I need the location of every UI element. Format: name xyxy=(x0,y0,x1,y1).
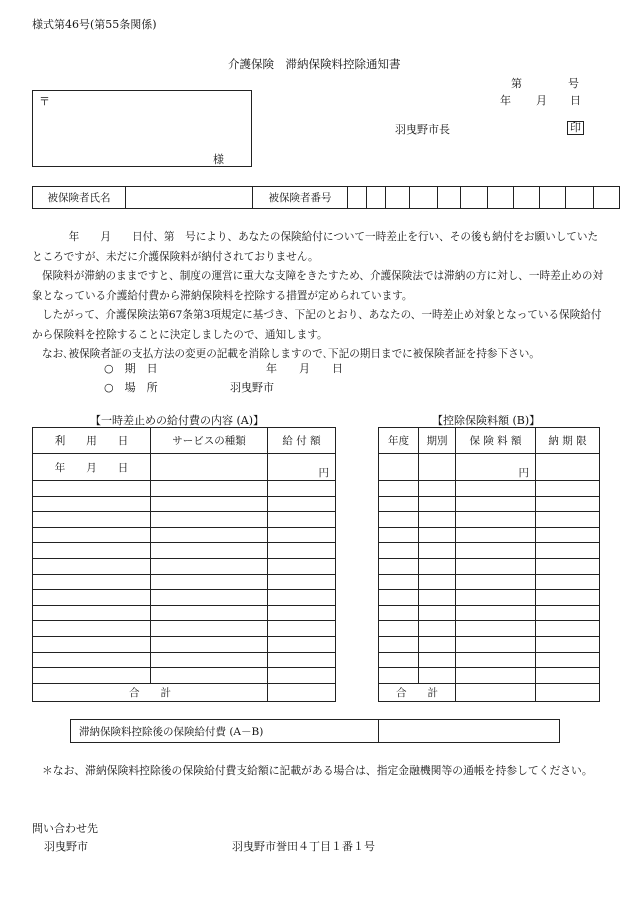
service-type-cell[interactable] xyxy=(151,558,268,574)
due-date-cell[interactable] xyxy=(536,496,600,512)
premium-amount-cell[interactable] xyxy=(456,621,536,637)
table-row xyxy=(379,636,600,652)
header-due-date: 納 期 限 xyxy=(536,428,600,454)
premium-amount-cell[interactable] xyxy=(456,496,536,512)
service-type-cell[interactable] xyxy=(151,574,268,590)
due-date-cell[interactable] xyxy=(536,527,600,543)
benefit-amount-cell[interactable] xyxy=(268,590,336,606)
usage-date-cell[interactable] xyxy=(33,621,151,637)
benefit-amount-cell[interactable] xyxy=(268,621,336,637)
issuer: 羽曳野市長 xyxy=(395,123,450,136)
table-b-caption: 【控除保険料額 (B)】 xyxy=(432,414,541,427)
table-row xyxy=(33,527,336,543)
due-date-cell[interactable] xyxy=(536,558,600,574)
period-cell[interactable] xyxy=(419,621,456,637)
benefit-amount-cell[interactable] xyxy=(268,496,336,512)
service-type-cell[interactable] xyxy=(151,668,268,684)
premium-amount-cell[interactable] xyxy=(456,481,536,497)
contact-label: 問い合わせ先 xyxy=(32,822,98,835)
usage-date-cell[interactable] xyxy=(33,543,151,559)
premium-amount-cell[interactable] xyxy=(456,512,536,528)
doc-number-prefix: 第 xyxy=(511,77,522,90)
premium-amount-cell[interactable] xyxy=(456,636,536,652)
benefit-amount-cell[interactable] xyxy=(268,652,336,668)
table-row xyxy=(379,481,600,497)
service-type-cell[interactable] xyxy=(151,590,268,606)
table-row xyxy=(33,605,336,621)
period-cell[interactable] xyxy=(419,652,456,668)
due-date-cell[interactable] xyxy=(536,621,600,637)
service-type-cell[interactable] xyxy=(151,512,268,528)
number-digit[interactable] xyxy=(367,187,386,209)
service-type-cell[interactable] xyxy=(151,481,268,497)
table-row xyxy=(33,590,336,606)
table-row xyxy=(33,512,336,528)
seal-mark: 印 xyxy=(567,121,584,135)
benefit-amount-cell[interactable] xyxy=(268,668,336,684)
after-deduction-table xyxy=(70,719,560,743)
table-row xyxy=(33,481,336,497)
table-row xyxy=(379,454,600,481)
total-row xyxy=(379,683,600,701)
header-service-type: サービスの種類 xyxy=(151,428,268,454)
total-label: 合 計 xyxy=(379,683,456,701)
fiscal-year-cell[interactable] xyxy=(379,527,419,543)
fiscal-year-cell[interactable] xyxy=(379,512,419,528)
table-row xyxy=(379,527,600,543)
number-digit[interactable] xyxy=(348,187,367,209)
fiscal-year-cell[interactable] xyxy=(379,605,419,621)
paragraph-1: 年 月 日付、第 号により、あなたの保険給付について一時差止を行い、その後も納付をお願いしていたところですが、未だに介護保険料が納付されておりません。 xyxy=(32,231,599,263)
period-cell[interactable] xyxy=(419,605,456,621)
premium-amount-cell[interactable] xyxy=(456,605,536,621)
due-date-cell[interactable] xyxy=(536,481,600,497)
table-a-caption: 【一時差止めの給付費の内容 (A)】 xyxy=(90,414,265,427)
header-fiscal-year: 年度 xyxy=(379,428,419,454)
service-type-cell[interactable] xyxy=(151,454,268,481)
fiscal-year-cell[interactable] xyxy=(379,496,419,512)
premium-amount-cell[interactable] xyxy=(456,543,536,559)
form-number: 様式第46号(第55条関係) xyxy=(32,18,157,31)
usage-date-cell[interactable] xyxy=(33,590,151,606)
table-row xyxy=(33,574,336,590)
table-row xyxy=(33,543,336,559)
after-deduction-label: 滞納保険料控除後の保険給付費 (A－B) xyxy=(71,720,379,743)
total-due-cell[interactable] xyxy=(536,683,600,701)
header-premium-amount: 保 険 料 額 xyxy=(456,428,536,454)
issue-date-day: 日 xyxy=(570,94,581,107)
usage-date-cell[interactable] xyxy=(33,652,151,668)
due-date-cell[interactable] xyxy=(536,512,600,528)
number-digit[interactable] xyxy=(386,187,410,209)
header-benefit-amount: 給 付 額 xyxy=(268,428,336,454)
premium-amount-cell[interactable] xyxy=(456,652,536,668)
table-row xyxy=(379,512,600,528)
usage-date-cell[interactable] xyxy=(33,574,151,590)
usage-date-cell[interactable] xyxy=(33,496,151,512)
service-type-cell[interactable] xyxy=(151,636,268,652)
after-deduction-field[interactable] xyxy=(379,720,560,743)
number-digit[interactable] xyxy=(410,187,438,209)
service-type-cell[interactable] xyxy=(151,621,268,637)
table-row xyxy=(379,652,600,668)
paragraph-2: 保険料が滞納のままですと、制度の運営に重大な支障をきたすため、介護保険法では滞納の方に対し、一時差止めの対象となっている介護給付費から滞納保険料を控除する措置が定められています。 xyxy=(32,270,604,302)
usage-date-cell[interactable]: 年 月 日 xyxy=(33,454,151,481)
service-type-cell[interactable] xyxy=(151,496,268,512)
fiscal-year-cell[interactable] xyxy=(379,668,419,684)
insured-info-table xyxy=(32,186,620,209)
usage-date-cell[interactable] xyxy=(33,527,151,543)
benefit-suspension-table xyxy=(32,427,336,702)
benefit-amount-cell[interactable] xyxy=(268,574,336,590)
benefit-amount-cell[interactable] xyxy=(268,543,336,559)
number-digit[interactable] xyxy=(566,187,594,209)
total-amount-cell[interactable] xyxy=(268,683,336,701)
number-digit[interactable] xyxy=(594,187,620,209)
table-row xyxy=(379,496,600,512)
premium-amount-cell[interactable] xyxy=(456,668,536,684)
period-cell[interactable] xyxy=(419,636,456,652)
benefit-amount-cell[interactable] xyxy=(268,527,336,543)
premium-amount-cell[interactable] xyxy=(456,590,536,606)
period-cell[interactable] xyxy=(419,574,456,590)
usage-date-cell[interactable] xyxy=(33,668,151,684)
table-row xyxy=(379,590,600,606)
contact-org: 羽曳野市 xyxy=(44,840,88,853)
table-row xyxy=(379,574,600,590)
number-digit[interactable] xyxy=(488,187,514,209)
period-cell[interactable] xyxy=(419,543,456,559)
fiscal-year-cell[interactable] xyxy=(379,636,419,652)
benefit-amount-cell[interactable] xyxy=(268,512,336,528)
due-date-cell[interactable] xyxy=(536,454,600,481)
issue-date-month: 月 xyxy=(536,94,547,107)
usage-date-cell[interactable] xyxy=(33,636,151,652)
due-date-cell[interactable] xyxy=(536,652,600,668)
due-date-cell[interactable] xyxy=(536,636,600,652)
usage-date-cell[interactable] xyxy=(33,605,151,621)
table-row xyxy=(379,558,600,574)
paragraph-3: したがって、介護保険法第67条第3項規定に基づき、下記のとおり、あなたの、一時差止め対象となっている保険給付から保険料を控除することに決定しましたので、通知します。 xyxy=(32,309,602,341)
benefit-amount-cell[interactable]: 円 xyxy=(268,454,336,481)
header-period: 期別 xyxy=(419,428,456,454)
table-row xyxy=(33,621,336,637)
period-cell[interactable] xyxy=(419,590,456,606)
total-label: 合 計 xyxy=(33,683,268,701)
number-digit[interactable] xyxy=(540,187,566,209)
due-date-cell[interactable] xyxy=(536,590,600,606)
insured-name-label: 被保険者氏名 xyxy=(33,187,126,209)
honorific: 様 xyxy=(213,153,224,166)
premium-amount-cell[interactable] xyxy=(456,574,536,590)
table-row xyxy=(379,621,600,637)
fiscal-year-cell[interactable] xyxy=(379,558,419,574)
period-cell[interactable] xyxy=(419,668,456,684)
address-box xyxy=(32,90,252,167)
usage-date-cell[interactable] xyxy=(33,512,151,528)
number-digit[interactable] xyxy=(438,187,461,209)
table-row xyxy=(33,454,336,481)
issue-date-year: 年 xyxy=(500,94,511,107)
table-row xyxy=(33,652,336,668)
total-premium-cell[interactable] xyxy=(456,683,536,701)
fiscal-year-cell[interactable] xyxy=(379,590,419,606)
due-date-cell[interactable] xyxy=(536,543,600,559)
benefit-amount-cell[interactable] xyxy=(268,481,336,497)
postal-mark: 〒 xyxy=(39,95,50,108)
period-cell[interactable] xyxy=(419,527,456,543)
number-digit[interactable] xyxy=(461,187,488,209)
premium-amount-cell[interactable]: 円 xyxy=(456,454,536,481)
fiscal-year-cell[interactable] xyxy=(379,652,419,668)
contact-address: 羽曳野市誉田４丁目１番１号 xyxy=(232,840,375,853)
notice-date-value: 年 月 日 xyxy=(266,362,343,375)
insured-number-label: 被保険者番号 xyxy=(253,187,348,209)
fiscal-year-cell[interactable] xyxy=(379,543,419,559)
doc-number-suffix: 号 xyxy=(568,77,579,90)
period-cell[interactable] xyxy=(419,481,456,497)
period-cell[interactable] xyxy=(419,454,456,481)
service-type-cell[interactable] xyxy=(151,543,268,559)
service-type-cell[interactable] xyxy=(151,605,268,621)
benefit-amount-cell[interactable] xyxy=(268,605,336,621)
paragraph-4: なお､被保険者証の支払方法の変更の記載を消除しますので､下記の期日までに被保険者証を持参下さい。 xyxy=(42,348,540,360)
period-cell[interactable] xyxy=(419,558,456,574)
table-row xyxy=(379,668,600,684)
notice-date-label: ○ 期 日 xyxy=(104,362,158,375)
footnote: ＊なお、滞納保険料控除後の保険給付費支給額に記載がある場合は、指定金融機関等の通帳を持参してください。 xyxy=(42,764,593,777)
table-row xyxy=(379,605,600,621)
period-cell[interactable] xyxy=(419,496,456,512)
usage-date-cell[interactable] xyxy=(33,558,151,574)
insured-name-field[interactable] xyxy=(126,187,253,209)
notice-place-label: ○ 場 所 xyxy=(104,381,158,394)
due-date-cell[interactable] xyxy=(536,668,600,684)
period-cell[interactable] xyxy=(419,512,456,528)
due-date-cell[interactable] xyxy=(536,574,600,590)
header-usage-date: 利 用 日 xyxy=(33,428,151,454)
number-digit[interactable] xyxy=(514,187,540,209)
service-type-cell[interactable] xyxy=(151,652,268,668)
premium-amount-cell[interactable] xyxy=(456,558,536,574)
table-row xyxy=(33,668,336,684)
usage-date-cell[interactable] xyxy=(33,481,151,497)
benefit-amount-cell[interactable] xyxy=(268,636,336,652)
page-title: 介護保険 滞納保険料控除通知書 xyxy=(228,57,401,71)
service-type-cell[interactable] xyxy=(151,527,268,543)
table-row xyxy=(33,496,336,512)
fiscal-year-cell[interactable] xyxy=(379,621,419,637)
fiscal-year-cell[interactable] xyxy=(379,574,419,590)
due-date-cell[interactable] xyxy=(536,605,600,621)
table-row xyxy=(379,543,600,559)
total-row xyxy=(33,683,336,701)
table-row xyxy=(33,636,336,652)
benefit-amount-cell[interactable] xyxy=(268,558,336,574)
table-row xyxy=(33,558,336,574)
premium-amount-cell[interactable] xyxy=(456,527,536,543)
notice-place-value: 羽曳野市 xyxy=(230,381,274,394)
fiscal-year-cell[interactable] xyxy=(379,481,419,497)
deduction-table xyxy=(378,427,600,702)
fiscal-year-cell[interactable] xyxy=(379,454,419,481)
